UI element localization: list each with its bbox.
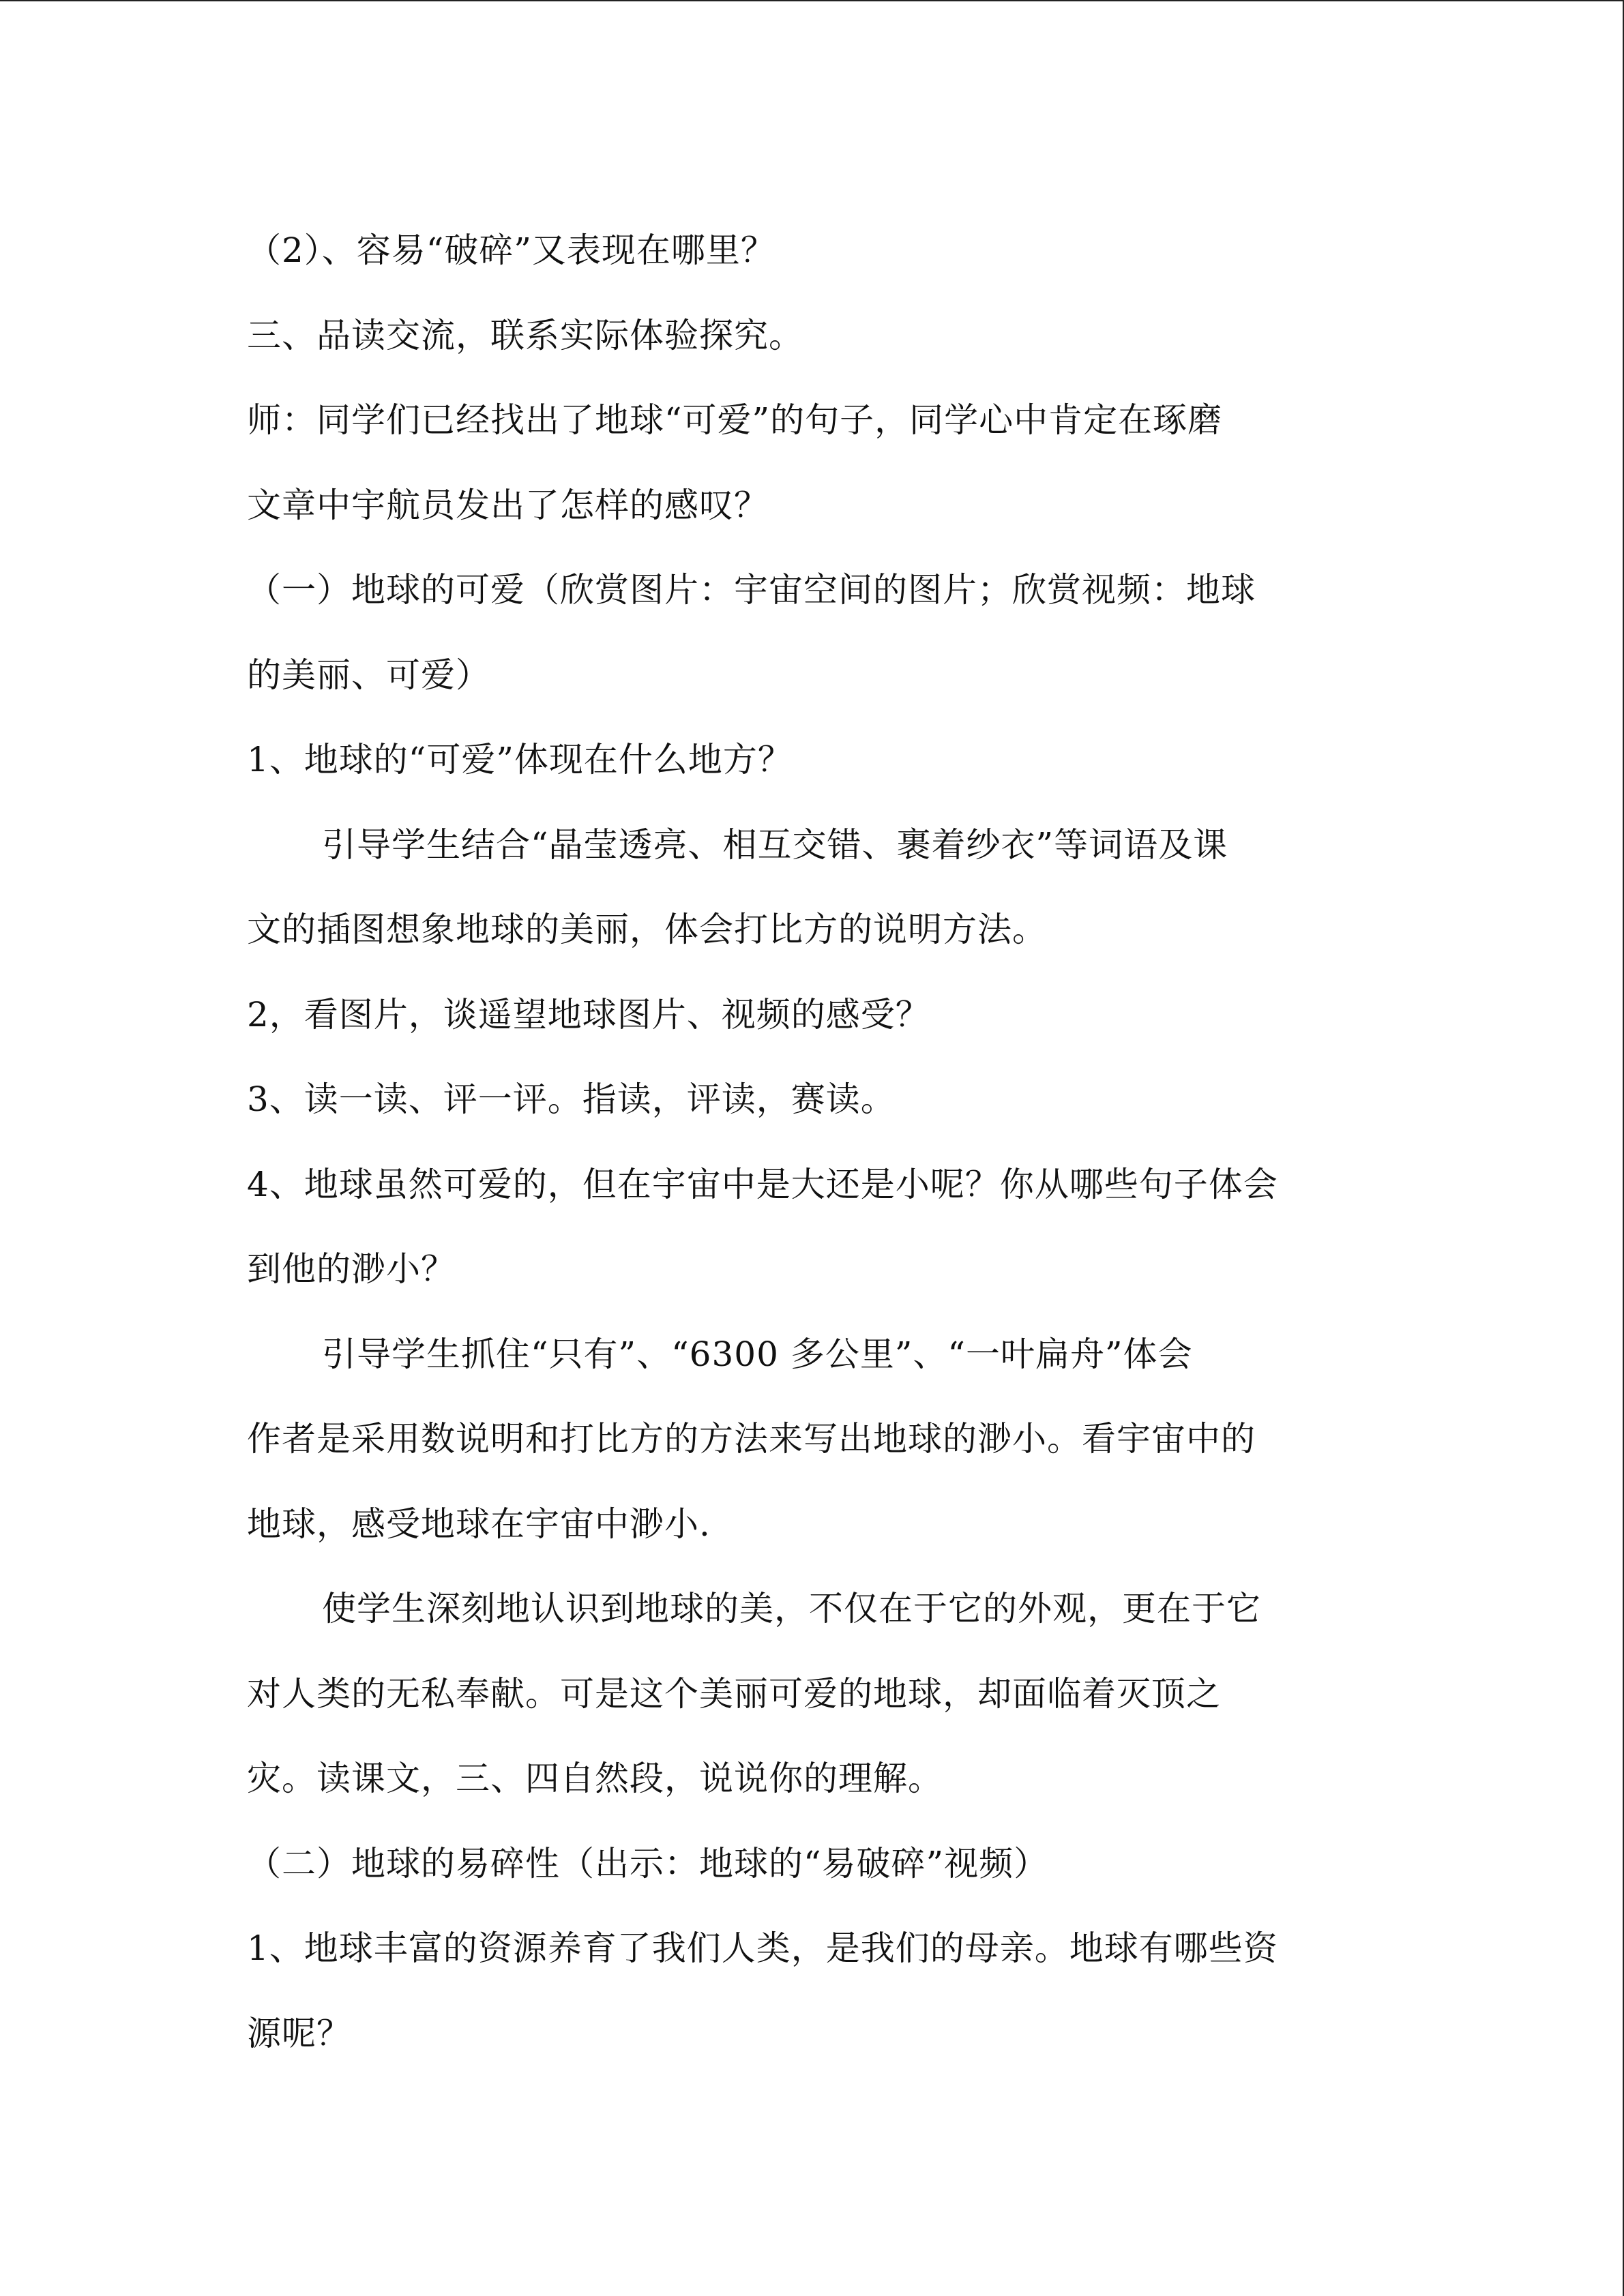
text-line-17: 使学生深刻地认识到地球的美，不仅在于它的外观，更在于它 [322,1589,1261,1628]
text-line-1: （2）、容易“破碎”又表现在哪里？ [247,230,776,270]
text-line-3: 师：同学们已经找出了地球“可爱”的句子，同学心中肯定在琢磨 [247,400,1223,440]
page-top-border [0,0,1624,1]
document-body [247,208,1379,2076]
text-line-14: 引导学生抓住“只有”、“6300 多公里”、“一叶扁舟”体会 [322,1334,1193,1374]
text-line-10: 2，看图片，谈遥望地球图片、视频的感受？ [247,994,930,1034]
text-line-7: 1、地球的“可爱”体现在什么地方？ [247,740,793,779]
text-line-11: 3、读一读、评一评。指读，评读，赛读。 [247,1079,896,1119]
text-line-9: 文的插图想象地球的美丽，体会打比方的说明方法。 [247,910,1047,949]
text-line-6: 的美丽、可爱） [247,655,490,695]
text-line-21: 1、地球丰富的资源养育了我们人类，是我们的母亲。地球有哪些资 [247,1928,1278,1968]
text-line-2: 三、品读交流，联系实际体验探究。 [247,315,803,355]
text-line-13: 到他的渺小？ [247,1249,456,1289]
text-line-16: 地球，感受地球在宇宙中渺小. [247,1504,711,1544]
text-line-15: 作者是采用数说明和打比方的方法来写出地球的渺小。看宇宙中的 [247,1419,1256,1459]
text-line-4: 文章中宇航员发出了怎样的感叹？ [247,485,769,525]
text-line-18: 对人类的无私奉献。可是这个美丽可爱的地球，却面临着灭顶之 [247,1673,1221,1714]
text-line-12: 4、地球虽然可爱的，但在宇宙中是大还是小呢？你从哪些句子体会 [247,1164,1278,1204]
text-line-22: 源呢？ [247,2013,351,2053]
text-line-5: （一）地球的可爱（欣赏图片：宇宙空间的图片；欣赏视频：地球 [247,570,1256,610]
text-line-19: 灾。读课文，三、四自然段，说说你的理解。 [247,1759,943,1798]
text-line-8: 引导学生结合“晶莹透亮、相互交错、裹着纱衣”等词语及课 [322,824,1228,865]
text-line-20: （二）地球的易碎性（出示：地球的“易破碎”视频） [247,1843,1049,1883]
